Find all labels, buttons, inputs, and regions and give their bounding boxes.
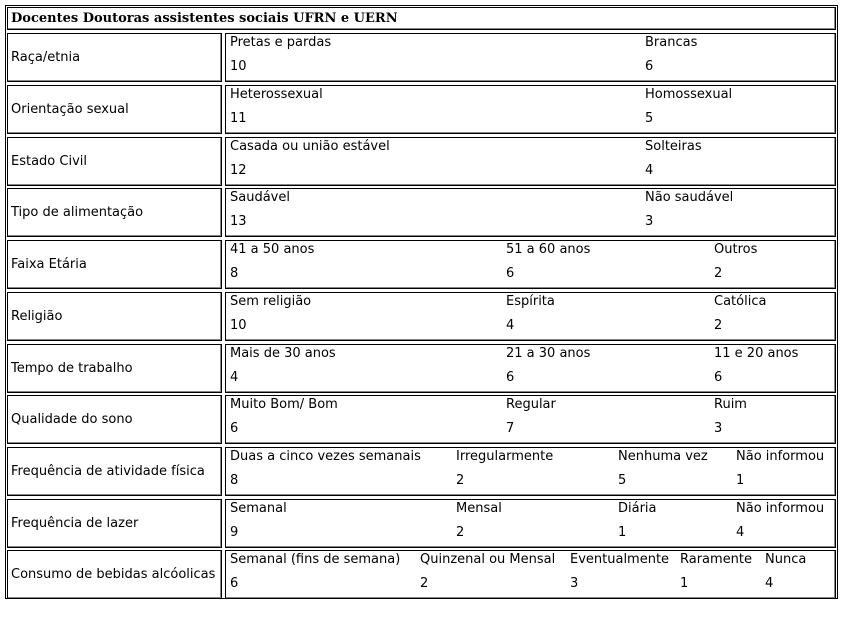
option-cell — [641, 138, 837, 185]
option-count: 2 — [714, 318, 723, 333]
option-label: Muito Bom/ Bom — [230, 397, 338, 412]
option-cell — [226, 345, 502, 392]
option-label: Quinzenal ou Mensal — [420, 552, 556, 567]
option-cell — [226, 500, 452, 547]
row-values — [225, 395, 836, 444]
row-values — [225, 550, 836, 599]
option-label: Heterossexual — [230, 87, 323, 102]
row-values — [225, 188, 836, 237]
option-count: 11 — [230, 111, 247, 126]
option-label: Espírita — [506, 294, 555, 309]
option-label: 21 a 30 anos — [506, 346, 591, 361]
option-label: 41 a 50 anos — [230, 242, 315, 257]
option-label: Solteiras — [645, 139, 702, 154]
option-cell — [710, 241, 837, 288]
survey-table — [5, 5, 838, 599]
option-cell — [226, 138, 641, 185]
table-title: Docentes Doutoras assistentes sociais UFRN e UERN — [7, 7, 836, 30]
option-label: Mensal — [456, 501, 502, 516]
row-values — [225, 33, 836, 82]
row-label: Frequência de atividade física — [7, 447, 222, 496]
option-cell — [614, 448, 732, 495]
option-label: Ruim — [714, 397, 747, 412]
option-cell — [226, 396, 502, 443]
option-label: Não saudável — [645, 190, 734, 205]
option-count: 1 — [736, 473, 745, 488]
option-cell — [710, 293, 837, 340]
option-label: Nenhuma vez — [618, 449, 708, 464]
option-cell — [452, 448, 614, 495]
option-label: Semanal (fins de semana) — [230, 552, 401, 567]
option-cell — [226, 241, 502, 288]
option-count: 4 — [645, 163, 654, 178]
option-count: 6 — [645, 59, 654, 74]
cell-gap — [413, 600, 417, 602]
option-cell — [226, 86, 641, 133]
option-cell — [761, 551, 837, 598]
option-count: 6 — [506, 266, 515, 281]
option-label: Sem religião — [230, 294, 312, 309]
option-cell — [732, 448, 837, 495]
option-cell — [710, 345, 837, 392]
option-count: 1 — [680, 576, 689, 591]
option-cell — [226, 189, 641, 236]
option-count: 6 — [714, 370, 723, 385]
option-count: 10 — [230, 59, 247, 74]
option-label: Saudável — [230, 190, 290, 205]
cell-gap — [563, 600, 567, 602]
option-count: 6 — [506, 370, 515, 385]
row-label: Frequência de lazer — [7, 499, 222, 548]
option-label: 51 a 60 anos — [506, 242, 591, 257]
row-values — [225, 292, 836, 341]
option-count: 1 — [618, 525, 627, 540]
option-count: 10 — [230, 318, 247, 333]
option-count: 6 — [230, 421, 239, 436]
option-count: 3 — [570, 576, 579, 591]
option-label: Católica — [714, 294, 767, 309]
option-count: 8 — [230, 473, 239, 488]
option-cell — [566, 551, 676, 598]
option-cell — [614, 500, 732, 547]
option-cell — [226, 551, 416, 598]
option-label: Outros — [714, 242, 758, 257]
option-label: Diária — [618, 501, 657, 516]
option-count: 2 — [714, 266, 723, 281]
option-cell — [641, 34, 837, 81]
option-label: Pretas e pardas — [230, 35, 332, 50]
option-count: 5 — [645, 111, 654, 126]
option-count: 9 — [230, 525, 239, 540]
option-cell — [502, 241, 710, 288]
option-cell — [502, 396, 710, 443]
option-count: 2 — [420, 576, 429, 591]
row-label: Raça/etnia — [7, 33, 222, 82]
row-values — [225, 240, 836, 289]
option-count: 5 — [618, 473, 627, 488]
option-count: 13 — [230, 214, 247, 229]
option-cell — [226, 448, 452, 495]
row-label: Estado Civil — [7, 137, 222, 186]
option-cell — [676, 551, 761, 598]
option-count: 3 — [645, 214, 654, 229]
row-label: Faixa Etária — [7, 240, 222, 289]
option-label: Nunca — [765, 552, 807, 567]
option-cell — [226, 34, 641, 81]
option-count: 8 — [230, 266, 239, 281]
option-cell — [226, 293, 502, 340]
row-values — [225, 447, 836, 496]
option-cell — [502, 293, 710, 340]
option-cell — [641, 189, 837, 236]
option-cell — [452, 500, 614, 547]
row-label: Orientação sexual — [7, 85, 222, 134]
option-label: 11 e 20 anos — [714, 346, 799, 361]
option-label: Homossexual — [645, 87, 733, 102]
row-label: Religião — [7, 292, 222, 341]
option-count: 2 — [456, 525, 465, 540]
row-values — [225, 137, 836, 186]
option-label: Mais de 30 anos — [230, 346, 336, 361]
row-label: Tempo de trabalho — [7, 344, 222, 393]
option-cell — [641, 86, 837, 133]
option-label: Raramente — [680, 552, 753, 567]
option-count: 4 — [230, 370, 239, 385]
option-label: Irregularmente — [456, 449, 554, 464]
option-label: Casada ou união estável — [230, 139, 390, 154]
cell-gap — [758, 600, 762, 602]
row-label: Tipo de alimentação — [7, 188, 222, 237]
option-cell — [710, 396, 837, 443]
row-label: Consumo de bebidas alcóolicas — [7, 550, 222, 599]
row-values — [225, 499, 836, 548]
option-cell — [502, 345, 710, 392]
option-count: 4 — [506, 318, 515, 333]
option-label: Semanal — [230, 501, 287, 516]
option-label: Eventualmente — [570, 552, 670, 567]
option-count: 12 — [230, 163, 247, 178]
option-label: Duas a cinco vezes semanais — [230, 449, 421, 464]
option-label: Brancas — [645, 35, 698, 50]
option-label: Regular — [506, 397, 556, 412]
row-label: Qualidade do sono — [7, 395, 222, 444]
option-label: Não informou — [736, 449, 825, 464]
cell-gap — [673, 600, 677, 602]
option-count: 6 — [230, 576, 239, 591]
option-count: 4 — [736, 525, 745, 540]
option-count: 3 — [714, 421, 723, 436]
row-values — [225, 344, 836, 393]
row-values — [225, 85, 836, 134]
option-cell — [416, 551, 566, 598]
option-count: 4 — [765, 576, 774, 591]
option-count: 7 — [506, 421, 515, 436]
option-cell — [732, 500, 837, 547]
option-label: Não informou — [736, 501, 825, 516]
option-count: 2 — [456, 473, 465, 488]
